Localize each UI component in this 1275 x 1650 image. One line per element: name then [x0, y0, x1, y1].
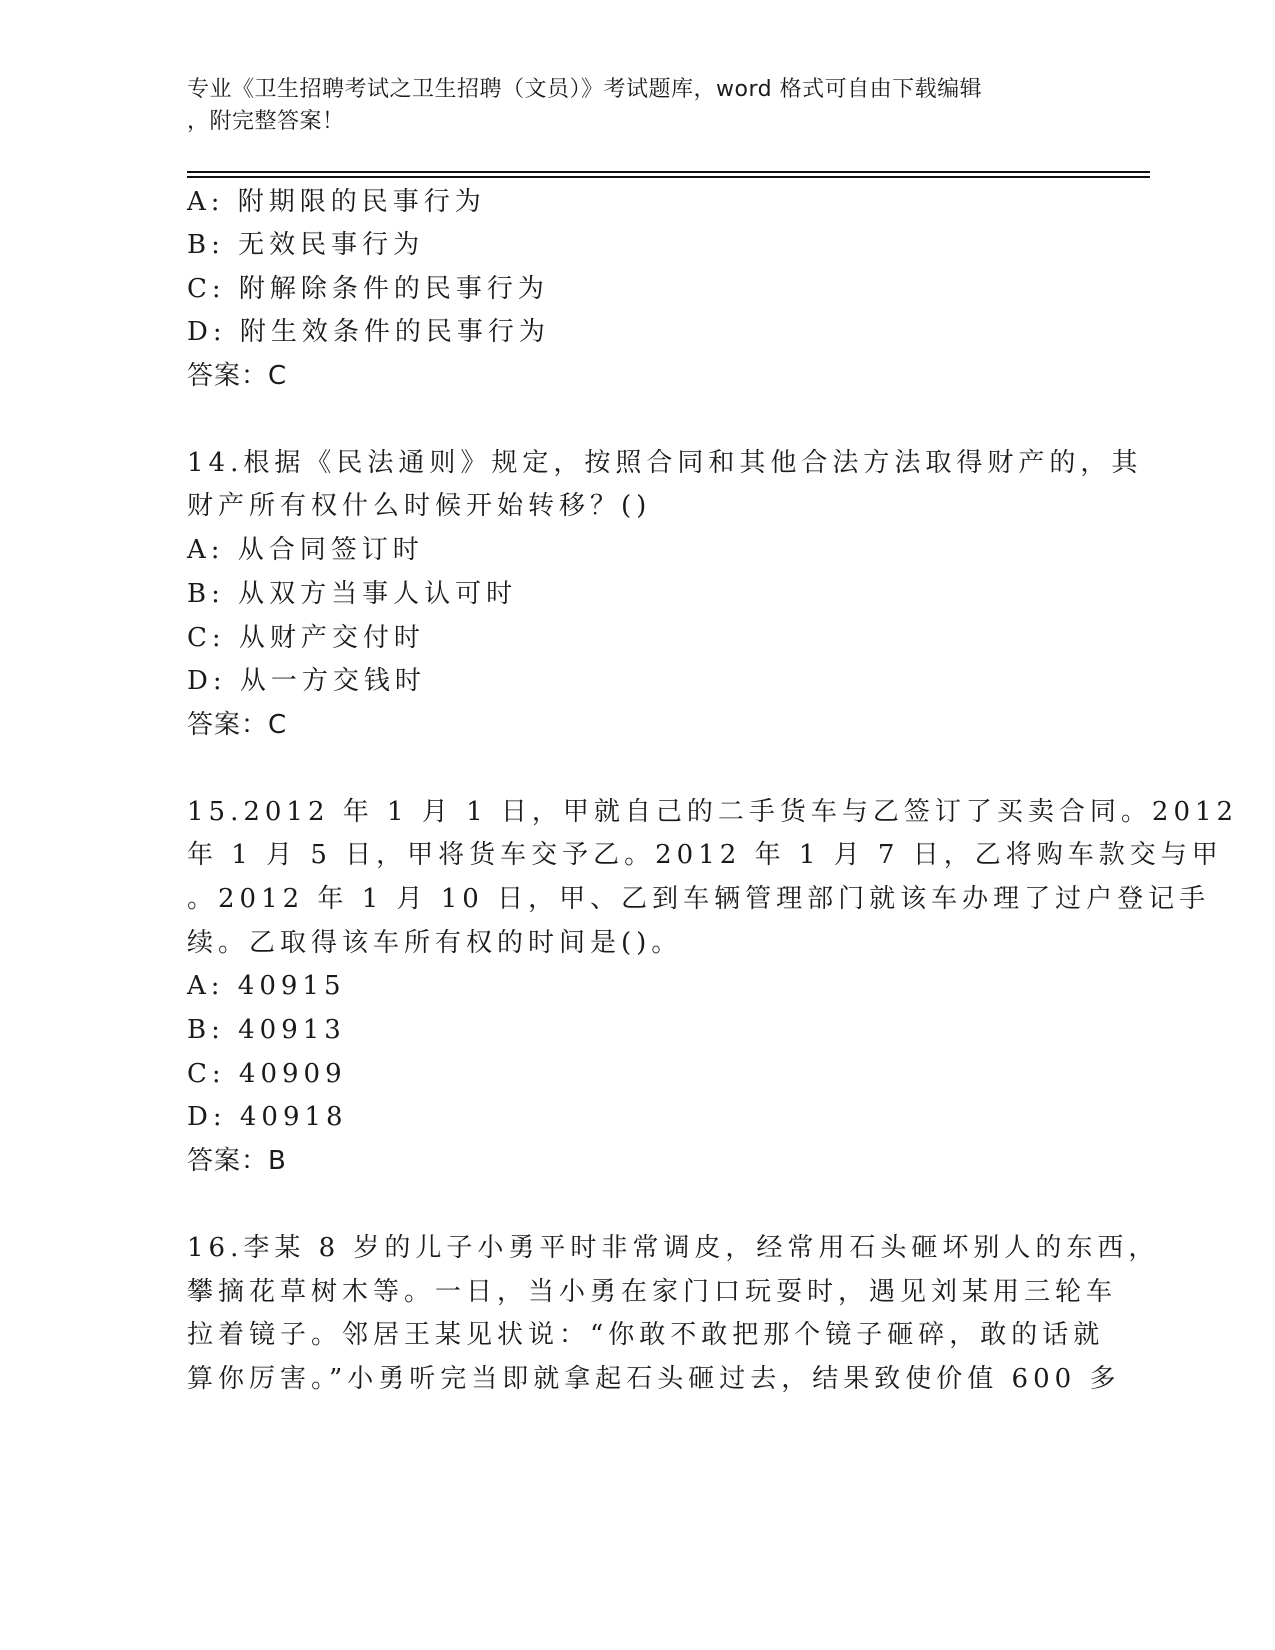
q13-option-c: C: 附解除条件的民事行为 — [187, 274, 549, 304]
header-divider-top — [187, 171, 1150, 173]
q13-answer: 答案：C — [187, 361, 288, 391]
q16-stem-line-4: 算你厉害。”小勇听完当即就拿起石头砸过去，结果致使价值 600 多 — [187, 1364, 1121, 1394]
header-line-2: ，附完整答案！ — [187, 109, 345, 134]
q16-stem-line-1: 16.李某 8 岁的儿子小勇平时非常调皮，经常用石头砸坏别人的东西， — [187, 1233, 1160, 1263]
q13-option-b: B: 无效民事行为 — [187, 230, 425, 260]
q14-stem-line-1: 14.根据《民法通则》规定，按照合同和其他合法方法取得财产的，其 — [187, 448, 1143, 478]
q15-option-c: C: 40909 — [187, 1059, 347, 1089]
q14-option-c: C: 从财产交付时 — [187, 623, 425, 653]
q14-option-a: A: 从合同签订时 — [187, 535, 424, 565]
q15-answer: 答案：B — [187, 1146, 287, 1176]
q15-stem-line-2: 年 1 月 5 日，甲将货车交予乙。2012 年 1 月 7 日，乙将购车款交与甲 — [187, 840, 1223, 870]
q14-option-b: B: 从双方当事人认可时 — [187, 579, 518, 609]
header-line-1: 专业《卫生招聘考试之卫生招聘（文员）》考试题库，word 格式可自由下载编辑 — [187, 77, 983, 102]
q14-stem-line-2: 财产所有权什么时候开始转移？() — [187, 491, 652, 521]
q15-stem-line-3: 。2012 年 1 月 10 日，甲、乙到车辆管理部门就该车办理了过户登记手 — [187, 884, 1211, 914]
header-divider-bottom — [187, 176, 1150, 178]
q15-stem-line-1: 15.2012 年 1 月 1 日，甲就自己的二手货车与乙签订了买卖合同。2012 — [187, 797, 1239, 827]
q15-stem-line-4: 续。乙取得该车所有权的时间是()。 — [187, 928, 683, 958]
q13-option-a: A: 附期限的民事行为 — [187, 187, 486, 217]
document-header — [187, 74, 1087, 138]
q15-option-b: B: 40913 — [187, 1015, 346, 1045]
q14-answer: 答案：C — [187, 710, 288, 740]
q13-option-d: D: 附生效条件的民事行为 — [187, 317, 550, 347]
q16-stem-line-2: 攀摘花草树木等。一日，当小勇在家门口玩耍时，遇见刘某用三轮车 — [187, 1277, 1118, 1307]
q15-option-a: A: 40915 — [187, 971, 346, 1001]
q16-stem-line-3: 拉着镜子。邻居王某见状说：“你敢不敢把那个镜子砸碎，敢的话就 — [187, 1320, 1105, 1350]
q15-option-d: D: 40918 — [187, 1102, 348, 1132]
q14-option-d: D: 从一方交钱时 — [187, 666, 426, 696]
